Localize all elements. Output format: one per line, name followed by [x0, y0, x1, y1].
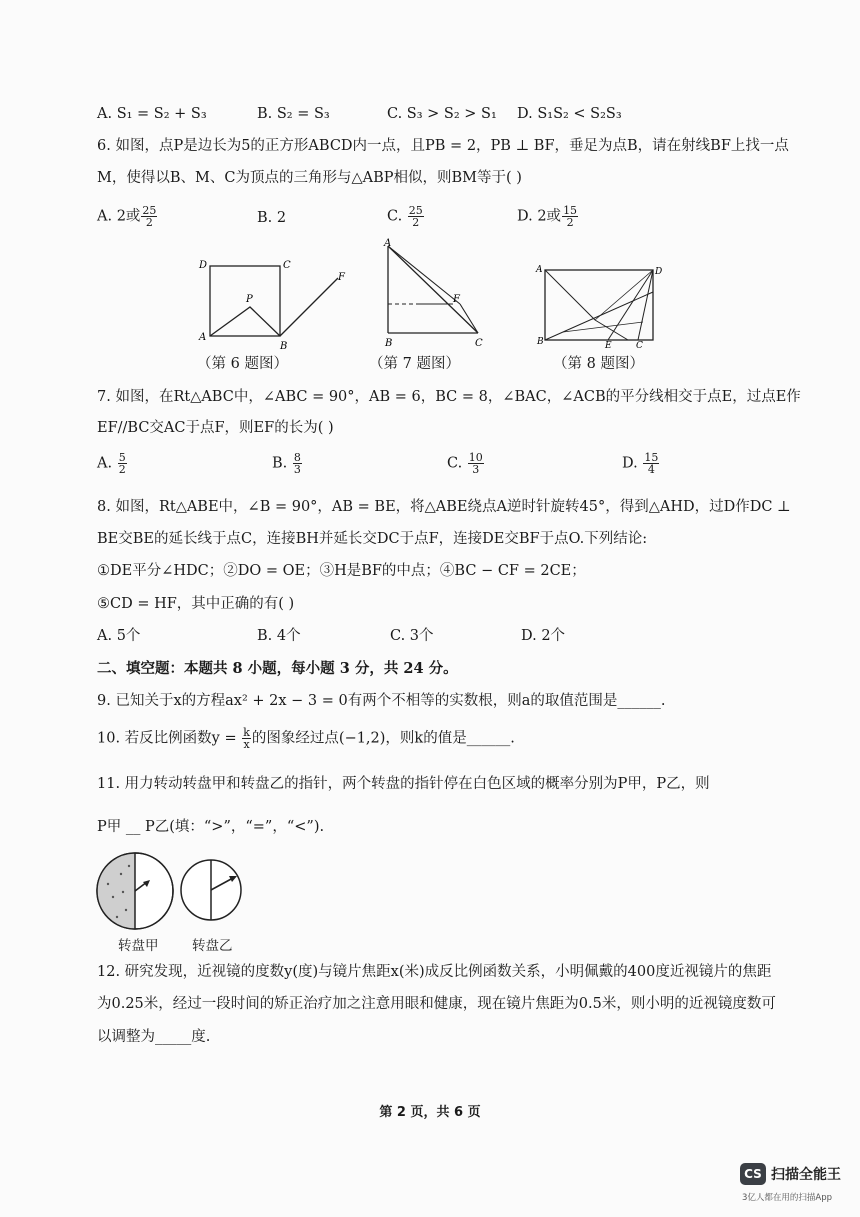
camscanner-logo-icon: CS	[740, 1163, 766, 1185]
q9-text: 9. 已知关于x的方程ax² + 2x − 3 = 0有两个不相等的实数根，则a的取值范围是______.	[97, 693, 666, 709]
svg-text:A: A	[384, 238, 392, 249]
q6-text-line2: M，使得以B、M、C为顶点的三角形与△ABP相似，则BM等于( )	[97, 170, 522, 186]
svg-text:D: D	[655, 267, 663, 277]
q11-text-line1: 11. 用力转动转盘甲和转盘乙的指针，两个转盘的指针停在白色区域的概率分别为P甲，P乙，则	[97, 776, 710, 792]
q12-text-line3: 以调整为_____度.	[97, 1029, 211, 1045]
svg-text:F: F	[453, 294, 460, 305]
svg-text:E: E	[605, 341, 612, 348]
q7-text-line1: 7. 如图，在Rt△ABC中，∠ABC = 90°，AB = 6，BC = 8，∠BAC，∠ACB的平分线相交于点E，过点E作	[97, 389, 801, 405]
svg-text:B: B	[280, 341, 288, 352]
svg-text:D: D	[199, 260, 208, 271]
spinner-figures	[93, 852, 253, 934]
svg-text:A: A	[536, 265, 543, 275]
q6-option-c: C. $\frac{25}{2}$	[387, 204, 423, 229]
q8-text-line1: 8. 如图，Rt△ABE中，∠B = 90°，AB = BE，将△ABE绕点A逆时针旋转45°，得到△AHD，过D作DC ⊥	[97, 499, 791, 515]
q5-option-a: A. S₁ = S₂ + S₃	[97, 106, 207, 122]
svg-text:F: F	[338, 272, 345, 283]
svg-text:B: B	[385, 338, 393, 349]
q6-option-d: D. 2或 $\frac{15}{2}$	[517, 204, 578, 229]
q7-text-line2: EF//BC交AC于点F，则EF的长为( )	[97, 420, 334, 436]
q12-text-line1: 12. 研究发现，近视镜的度数y(度)与镜片焦距x(米)成反比例函数关系，小明佩戴的400度近视镜片的焦距	[97, 964, 772, 980]
q12-text-line2: 为0.25米，经过一段时间的矫正治疗加之注意用眼和健康，现在镜片焦距为0.5米，则小明的近视镜度数可	[97, 996, 776, 1012]
spinner-yi	[181, 860, 241, 920]
q8-option-b: B. 4个	[257, 628, 301, 644]
svg-text:C: C	[283, 260, 291, 271]
q5-option-d: D. S₁S₂ < S₂S₃	[517, 106, 622, 122]
q10-text: 10. 若反比例函数y = $\frac{k}{x}$ 的图象经过点(−1,2)，则k的值是______.	[97, 726, 515, 751]
q5-option-c: C. S₃ > S₂ > S₁	[387, 106, 497, 122]
svg-text:P: P	[246, 294, 253, 305]
q6-option-b: B. 2	[257, 210, 287, 226]
figure-7	[375, 236, 495, 352]
svg-text:B: B	[537, 337, 544, 347]
q6-text-line1: 6. 如图，点P是边长为5的正方形ABCD内一点，且PB = 2，PB ⊥ BF，垂足为点B，请在射线BF上找一点	[97, 138, 789, 154]
spinner-yi-label: 转盘乙	[192, 938, 233, 954]
watermark-name: 扫描全能王	[771, 1167, 841, 1183]
q6-option-a: A. 2或 $\frac{25}{2}$	[97, 204, 157, 229]
q11-text-line2: P甲 __ P乙(填：“>”，“=”，“<”).	[97, 819, 325, 835]
figure-8	[533, 262, 668, 348]
figure-8-caption: （第 8 题图）	[553, 356, 644, 372]
q8-option-c: C. 3个	[390, 628, 434, 644]
spinner-jia-label: 转盘甲	[118, 938, 159, 954]
page-footer: 第 2 页，共 6 页	[379, 1105, 481, 1120]
q7-option-a: A. $\frac{5}{2}$	[97, 451, 126, 476]
section-2-heading: 二、填空题：本题共 8 小题，每小题 3 分，共 24 分。	[97, 660, 458, 677]
figure-6	[195, 252, 355, 352]
q7-option-d: D. $\frac{15}{4}$	[622, 451, 659, 476]
q8-text-line3: ①DE平分∠HDC；②DO = OE；③H是BF的中点；④BC − CF = 2CE；	[97, 563, 586, 579]
svg-text:C: C	[636, 341, 643, 348]
figure-7-caption: （第 7 题图）	[369, 356, 460, 372]
watermark-tagline: 3亿人都在用的扫描App	[742, 1193, 833, 1203]
q7-option-b: B. $\frac{8}{3}$	[272, 451, 301, 476]
q8-text-line2: BE交BE的延长线于点C，连接BH并延长交DC于点F，连接DE交BF于点O.下列结论:	[97, 531, 648, 547]
figure-6-caption: （第 6 题图）	[197, 356, 288, 372]
svg-text:C: C	[475, 338, 483, 349]
q8-option-d: D. 2个	[521, 628, 566, 644]
q5-option-b: B. S₂ = S₃	[257, 106, 330, 122]
svg-text:A: A	[199, 332, 207, 343]
spinner-jia	[97, 853, 173, 929]
q7-option-c: C. $\frac{10}{3}$	[447, 451, 483, 476]
q8-text-line4: ⑤CD = HF，其中正确的有( )	[97, 596, 295, 612]
q8-option-a: A. 5个	[97, 628, 141, 644]
